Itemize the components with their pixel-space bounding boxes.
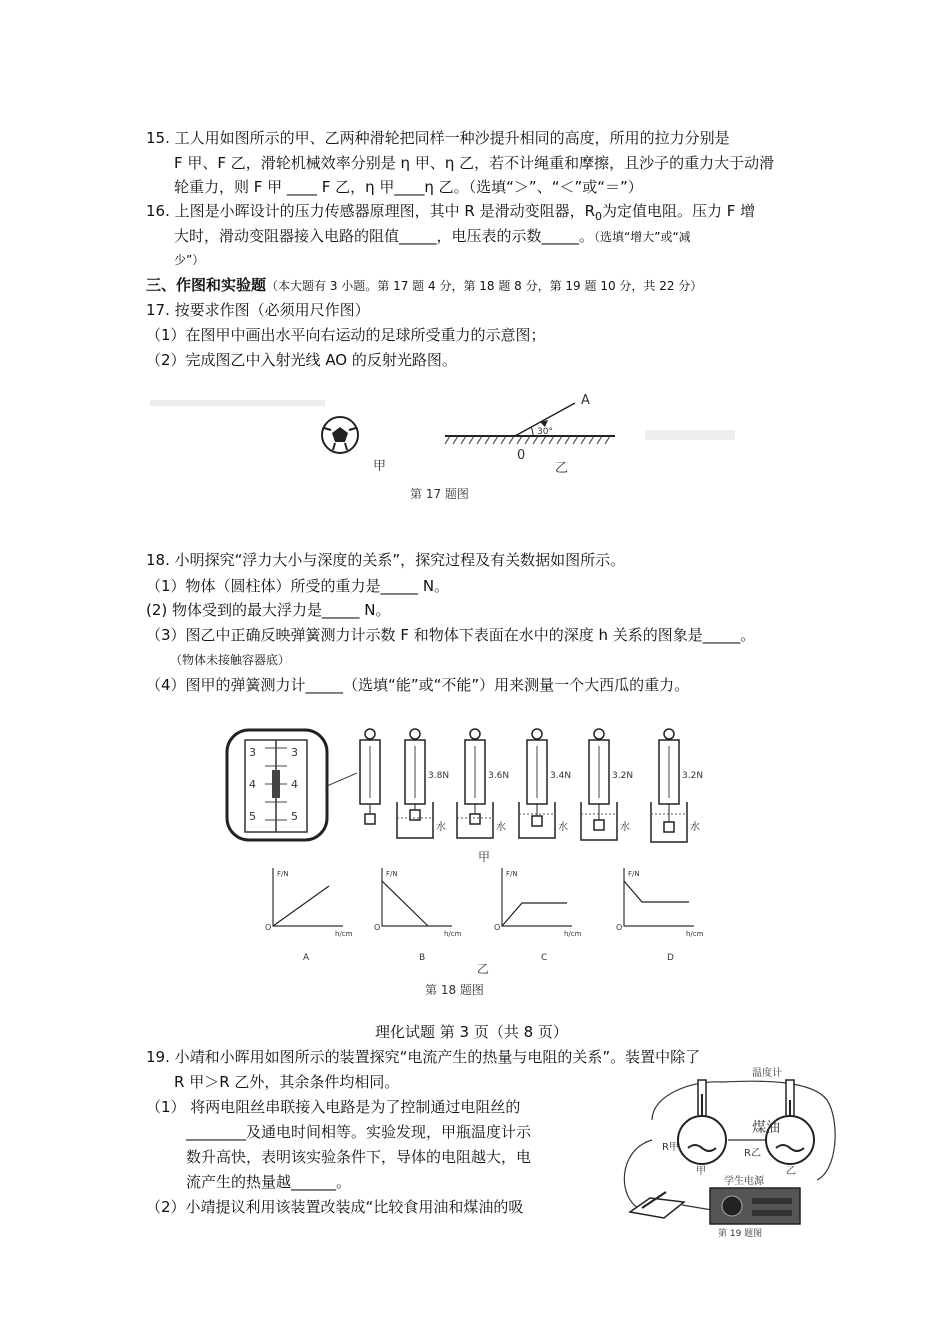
section-3-heading	[146, 275, 702, 296]
reading-5: 3.2N	[682, 771, 704, 781]
r0-subscript: 0	[595, 210, 603, 223]
graph-c-origin: O	[494, 923, 501, 932]
graph-b-x-axis: h/cm	[444, 930, 462, 938]
fig19-thermometer: 温度计	[752, 1068, 782, 1079]
q16-line-1	[146, 201, 755, 227]
q16-line-1a: 16. 上图是小晖设计的压力传感器原理图，其中 R 是滑动变阻器，R	[146, 202, 596, 220]
q19-part-1a: （1） 将两电阻丝串联接入电路是为了控制通过电阻丝的	[146, 1098, 521, 1116]
water-label-3: 水	[558, 822, 568, 833]
spring-scale-2	[397, 729, 433, 838]
q19-part-1c: 数升高快，表明该实验条件下，导体的电阻越大，电	[186, 1148, 532, 1166]
fig19-caption: 第 19 题图	[718, 1229, 763, 1239]
spring-scale-5	[581, 729, 617, 840]
spring-scale-6	[651, 729, 687, 842]
graph-d-origin: O	[616, 923, 623, 932]
graph-c	[494, 868, 582, 963]
fig18-label-yi: 乙	[477, 962, 490, 976]
fig17-label-a: A	[581, 393, 590, 408]
q16-line-2a: 大时，滑动变阻器接入电路的阻值_____，电压表的示数_____。	[174, 227, 595, 245]
q18-figure	[225, 718, 715, 998]
fig18-label-jia: 甲	[478, 850, 491, 864]
graph-a-origin: O	[265, 923, 272, 932]
graph-a	[265, 868, 353, 963]
q19-figure	[612, 1060, 842, 1239]
fig19-jia: 甲	[696, 1166, 706, 1177]
spring-scale-1	[360, 729, 380, 824]
mirror-hatching	[445, 436, 610, 444]
scale-num-4: 3	[291, 746, 298, 759]
graph-b	[374, 868, 462, 963]
scale-num-5: 4	[291, 778, 298, 791]
water-label-5: 水	[690, 822, 700, 833]
q18-part-2: (2) 物体受到的最大浮力是_____ N。	[146, 601, 391, 619]
section-3-title: 三、作图和实验题	[146, 276, 267, 294]
section-3-note: （本大题有 3 小题。第 17 题 4 分，第 18 题 8 分，第 19 题 10 分，共 22 分）	[266, 279, 703, 293]
q19-line-1: 19. 小靖和小晖用如图所示的装置探究“电流产生的热量与电阻的关系”。装置中除了	[146, 1048, 701, 1066]
fig17-label-yi: 乙	[555, 461, 569, 476]
graph-c-x-axis: h/cm	[564, 930, 582, 938]
q19-part-2: （2）小靖提议利用该装置改装成“比较食用油和煤油的吸	[146, 1198, 524, 1216]
q17-figure	[145, 392, 745, 507]
graph-a-x-axis: h/cm	[335, 930, 353, 938]
q16-line-2b: （选填“增大”或“减	[594, 230, 691, 244]
fig17-angle: 30°	[537, 427, 553, 437]
zoomed-scale	[227, 730, 327, 840]
water-label-2: 水	[496, 822, 506, 833]
q18-head: 18. 小明探究“浮力大小与深度的关系”，探究过程及有关数据如图所示。	[146, 551, 626, 569]
q18-part-3: （3）图乙中正确反映弹簧测力计示数 F 和物体下表面在水中的深度 h 关系的图象是_____。	[146, 626, 756, 644]
scale-num-3: 5	[249, 810, 256, 823]
graph-d-y-axis: F/N	[628, 870, 640, 878]
flask-jia	[678, 1080, 726, 1164]
spring-scale-3	[457, 729, 493, 838]
fig19-oil: 煤油	[752, 1120, 780, 1136]
fig18-caption: 第 18 题图	[425, 983, 484, 997]
q18-part-3-note: （物体未接触容器底）	[170, 653, 291, 667]
page-footer: 理化试题 第 3 页（共 8 页）	[375, 1023, 568, 1041]
fig19-yi: 乙	[786, 1166, 796, 1177]
reading-3: 3.4N	[550, 771, 572, 781]
q18-part-1: （1）物体（圆柱体）所受的重力是_____ N。	[146, 577, 450, 595]
q19-part-1b: ________及通电时间相等。实验发现，甲瓶温度计示	[186, 1123, 532, 1141]
fig17-caption: 第 17 题图	[410, 487, 469, 501]
q19-part-1d: 流产生的热量越______。	[186, 1173, 352, 1191]
scale-num-1: 3	[249, 746, 256, 759]
reading-4: 3.2N	[612, 771, 634, 781]
graph-b-origin: O	[374, 923, 381, 932]
fig17-label-jia: 甲	[373, 459, 387, 474]
q15-line-1: 15. 工人用如图所示的甲、乙两种滑轮把同样一种沙提升相同的高度，所用的拉力分别是	[146, 129, 730, 147]
fig19-r-jia: R甲	[662, 1142, 679, 1153]
q16-line-1b: 为定值电阻。压力 F 增	[602, 202, 756, 220]
q15-line-2: F 甲、F 乙，滑轮机械效率分别是 η 甲、η 乙，若不计绳重和摩擦，且沙子的重力大于动滑	[174, 154, 775, 172]
reading-1: 3.8N	[428, 771, 450, 781]
spring-scale-4	[519, 729, 555, 838]
power-supply	[710, 1188, 800, 1224]
q19-line-2: R 甲＞R 乙外，其余条件均相同。	[174, 1073, 400, 1091]
q18-part-4: （4）图甲的弹簧测力计_____（选填“能”或“不能”）用来测量一个大西瓜的重力。	[146, 676, 690, 694]
graph-c-y-axis: F/N	[506, 870, 518, 878]
water-label-4: 水	[620, 822, 630, 833]
q16-line-2	[174, 226, 691, 247]
graph-b-label: B	[419, 953, 426, 963]
q17-part-1: （1）在图甲中画出水平向右运动的足球所受重力的示意图；	[146, 326, 546, 344]
scale-num-2: 4	[249, 778, 256, 791]
graph-d	[616, 868, 704, 963]
graph-a-label: A	[303, 953, 310, 963]
q15-line-3: 轮重力，则 F 甲 ____ F 乙，η 甲____η 乙。（选填“＞”、“＜”或“＝”）	[174, 178, 643, 196]
graph-d-x-axis: h/cm	[686, 930, 704, 938]
q17-head: 17. 按要求作图（必须用尺作图）	[146, 301, 370, 319]
graph-c-label: C	[541, 953, 548, 963]
switch-icon	[630, 1192, 684, 1218]
q17-part-2: （2）完成图乙中入射光线 AO 的反射光路图。	[146, 351, 457, 369]
graph-d-label: D	[667, 953, 674, 963]
reading-2: 3.6N	[488, 771, 510, 781]
graph-a-y-axis: F/N	[277, 870, 289, 878]
scale-num-6: 5	[291, 810, 298, 823]
fig19-power-label: 学生电源	[724, 1176, 764, 1187]
football-icon	[322, 417, 358, 453]
fig17-label-o: 0	[517, 448, 526, 463]
graph-b-y-axis: F/N	[386, 870, 398, 878]
fig19-r-yi: R乙	[744, 1148, 761, 1159]
water-label-1: 水	[436, 822, 446, 833]
q16-line-3: 少”）	[174, 253, 205, 267]
